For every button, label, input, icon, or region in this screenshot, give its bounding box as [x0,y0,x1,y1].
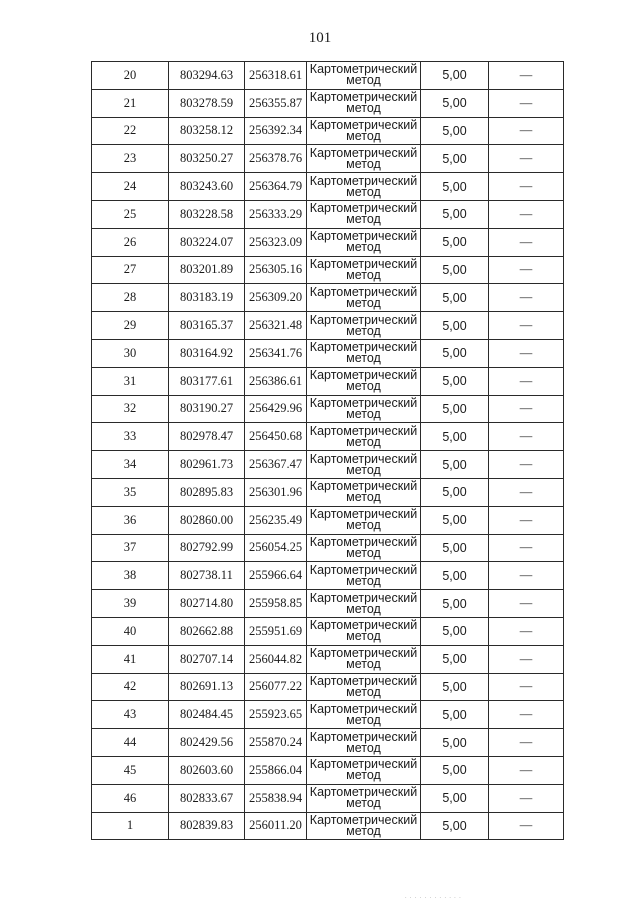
table-row [92,256,564,284]
y-coordinate-cell: 256367.47 [245,451,307,479]
x-coordinate-cell: 802792.99 [169,534,245,562]
dash-cell: — [489,645,564,673]
accuracy-cell: 5,00 [421,89,489,117]
point-number-cell: 43 [92,701,169,729]
method-label-line2: метод [346,156,381,171]
accuracy-cell: 5,00 [421,451,489,479]
x-coordinate-cell: 802895.83 [169,478,245,506]
method-cell [307,506,421,534]
dash-cell: — [489,145,564,173]
method-label-line1: Картометрический [309,229,418,244]
point-number-cell: 37 [92,534,169,562]
dash-cell: — [489,256,564,284]
table-row [92,673,564,701]
method-cell [307,145,421,173]
dash-cell: — [489,812,564,840]
method-label-line2: метод [346,629,381,644]
method-label-line2: метод [346,490,381,505]
dash-cell: — [489,339,564,367]
x-coordinate-cell: 802707.14 [169,645,245,673]
point-number-cell: 24 [92,173,169,201]
method-label-line2: метод [346,518,381,533]
method-label-line1: Картометрический [309,729,418,744]
method-label-line1: Картометрический [309,117,418,132]
method-label-line1: Картометрический [309,757,418,772]
method-cell [307,451,421,479]
accuracy-cell: 5,00 [421,506,489,534]
y-coordinate-cell: 255951.69 [245,617,307,645]
point-number-cell: 21 [92,89,169,117]
method-cell [307,200,421,228]
table-row [92,395,564,423]
method-cell [307,617,421,645]
dash-cell: — [489,562,564,590]
method-label-line2: метод [346,740,381,755]
point-number-cell: 31 [92,367,169,395]
method-label-line1: Картометрический [309,812,418,827]
page-number: 101 [308,30,332,46]
method-label-line1: Картометрический [309,673,418,688]
method-cell [307,339,421,367]
accuracy-cell: 5,00 [421,617,489,645]
y-coordinate-cell: 255838.94 [245,784,307,812]
method-label-line1: Картометрический [309,618,418,633]
accuracy-cell: 5,00 [421,145,489,173]
method-cell [307,284,421,312]
method-cell [307,367,421,395]
dash-cell: — [489,312,564,340]
x-coordinate-cell: 803177.61 [169,367,245,395]
x-coordinate-cell: 803224.07 [169,228,245,256]
table-row [92,756,564,784]
accuracy-cell: 5,00 [421,673,489,701]
point-number-cell: 40 [92,617,169,645]
dash-cell: — [489,367,564,395]
point-number-cell: 27 [92,256,169,284]
method-label-line1: Картометрический [309,62,418,77]
method-label-line2: метод [346,601,381,616]
y-coordinate-cell: 256318.61 [245,62,307,90]
x-coordinate-cell: 802860.00 [169,506,245,534]
table-row [92,506,564,534]
x-coordinate-cell: 802662.88 [169,617,245,645]
accuracy-cell: 5,00 [421,478,489,506]
accuracy-cell: 5,00 [421,117,489,145]
table-row [92,701,564,729]
dash-cell: — [489,478,564,506]
method-cell [307,673,421,701]
point-number-cell: 23 [92,145,169,173]
method-cell [307,62,421,90]
table-row [92,451,564,479]
method-label-line1: Картометрический [309,451,418,466]
point-number-cell: 39 [92,590,169,618]
table-row [92,173,564,201]
accuracy-cell: 5,00 [421,173,489,201]
y-coordinate-cell: 256429.96 [245,395,307,423]
x-coordinate-cell: 803201.89 [169,256,245,284]
accuracy-cell: 5,00 [421,284,489,312]
y-coordinate-cell: 256386.61 [245,367,307,395]
table-row [92,562,564,590]
dash-cell: — [489,729,564,757]
method-label-line2: метод [346,712,381,727]
method-label-line2: метод [346,184,381,199]
method-label-line2: метод [346,434,381,449]
method-cell [307,701,421,729]
dash-cell: — [489,395,564,423]
method-cell [307,645,421,673]
table-row [92,89,564,117]
point-number-cell: 33 [92,423,169,451]
x-coordinate-cell: 803164.92 [169,339,245,367]
x-coordinate-cell: 802839.83 [169,812,245,840]
point-number-cell: 22 [92,117,169,145]
method-label-line2: метод [346,73,381,88]
method-label-line1: Картометрический [309,423,418,438]
method-label-line1: Картометрический [309,173,418,188]
x-coordinate-cell: 802978.47 [169,423,245,451]
dash-cell: — [489,673,564,701]
x-coordinate-cell: 803228.58 [169,200,245,228]
table-row [92,617,564,645]
method-label-line1: Картометрический [309,507,418,522]
x-coordinate-cell: 803294.63 [169,62,245,90]
y-coordinate-cell: 255870.24 [245,729,307,757]
table-row [92,812,564,840]
y-coordinate-cell: 256355.87 [245,89,307,117]
method-label-line2: метод [346,462,381,477]
dash-cell: — [489,701,564,729]
point-number-cell: 41 [92,645,169,673]
accuracy-cell: 5,00 [421,62,489,90]
method-label-line1: Картометрический [309,479,418,494]
method-label-line2: метод [346,128,381,143]
accuracy-cell: 5,00 [421,534,489,562]
x-coordinate-cell: 802603.60 [169,756,245,784]
method-cell [307,478,421,506]
accuracy-cell: 5,00 [421,784,489,812]
point-number-cell: 35 [92,478,169,506]
method-label-line2: метод [346,212,381,227]
table-row [92,534,564,562]
y-coordinate-cell: 256235.49 [245,506,307,534]
x-coordinate-cell: 803258.12 [169,117,245,145]
accuracy-cell: 5,00 [421,200,489,228]
method-label-line1: Картометрический [309,145,418,160]
table-row [92,145,564,173]
accuracy-cell: 5,00 [421,645,489,673]
y-coordinate-cell: 255866.04 [245,756,307,784]
method-label-line2: метод [346,379,381,394]
x-coordinate-cell: 803250.27 [169,145,245,173]
dash-cell: — [489,173,564,201]
method-label-line1: Картометрический [309,256,418,271]
point-number-cell: 26 [92,228,169,256]
y-coordinate-cell: 256323.09 [245,228,307,256]
method-label-line2: метод [346,768,381,783]
table-row [92,423,564,451]
method-cell [307,117,421,145]
point-number-cell: 25 [92,200,169,228]
point-number-cell: 28 [92,284,169,312]
table-row [92,62,564,90]
table-row [92,367,564,395]
dash-cell: — [489,117,564,145]
method-label-line2: метод [346,684,381,699]
method-label-line2: метод [346,267,381,282]
method-label-line1: Картометрический [309,312,418,327]
method-label-line1: Картометрический [309,785,418,800]
method-label-line1: Картометрический [309,395,418,410]
method-cell [307,173,421,201]
coordinates-table [91,61,564,840]
y-coordinate-cell: 256044.82 [245,645,307,673]
table-row [92,200,564,228]
accuracy-cell: 5,00 [421,228,489,256]
dash-cell: — [489,228,564,256]
table-row [92,228,564,256]
method-cell [307,312,421,340]
method-label-line2: метод [346,406,381,421]
point-number-cell: 38 [92,562,169,590]
x-coordinate-cell: 803278.59 [169,89,245,117]
dash-cell: — [489,451,564,479]
method-label-line2: метод [346,351,381,366]
point-number-cell: 29 [92,312,169,340]
y-coordinate-cell: 255958.85 [245,590,307,618]
accuracy-cell: 5,00 [421,812,489,840]
accuracy-cell: 5,00 [421,729,489,757]
x-coordinate-cell: 802691.13 [169,673,245,701]
table-row [92,478,564,506]
method-label-line1: Картометрический [309,590,418,605]
accuracy-cell: 5,00 [421,339,489,367]
point-number-cell: 1 [92,812,169,840]
dash-cell: — [489,756,564,784]
dash-cell: — [489,423,564,451]
table-row [92,784,564,812]
table-row [92,729,564,757]
table-row [92,590,564,618]
x-coordinate-cell: 802429.56 [169,729,245,757]
x-coordinate-cell: 802738.11 [169,562,245,590]
method-label-line1: Картометрический [309,340,418,355]
method-label-line1: Картометрический [309,701,418,716]
method-cell [307,729,421,757]
accuracy-cell: 5,00 [421,395,489,423]
method-label-line1: Картометрический [309,201,418,216]
accuracy-cell: 5,00 [421,312,489,340]
accuracy-cell: 5,00 [421,256,489,284]
accuracy-cell: 5,00 [421,701,489,729]
point-number-cell: 34 [92,451,169,479]
method-cell [307,534,421,562]
coordinates-table-body [92,62,564,840]
y-coordinate-cell: 256378.76 [245,145,307,173]
dash-cell: — [489,534,564,562]
method-label-line1: Картометрический [309,90,418,105]
dash-cell: — [489,590,564,618]
method-label-line1: Картометрический [309,646,418,661]
method-cell [307,590,421,618]
y-coordinate-cell: 256333.29 [245,200,307,228]
method-label-line2: метод [346,657,381,672]
point-number-cell: 46 [92,784,169,812]
method-label-line1: Картометрический [309,368,418,383]
method-cell [307,89,421,117]
dash-cell: — [489,784,564,812]
x-coordinate-cell: 802484.45 [169,701,245,729]
point-number-cell: 42 [92,673,169,701]
x-coordinate-cell: 803243.60 [169,173,245,201]
y-coordinate-cell: 256305.16 [245,256,307,284]
y-coordinate-cell: 256301.96 [245,478,307,506]
dash-cell: — [489,506,564,534]
dash-cell: — [489,62,564,90]
method-cell [307,395,421,423]
method-label-line1: Картометрический [309,534,418,549]
y-coordinate-cell: 255966.64 [245,562,307,590]
method-cell [307,256,421,284]
table-row [92,339,564,367]
x-coordinate-cell: 803165.37 [169,312,245,340]
method-label-line2: метод [346,823,381,838]
y-coordinate-cell: 256364.79 [245,173,307,201]
table-row [92,312,564,340]
method-cell [307,784,421,812]
y-coordinate-cell: 255923.65 [245,701,307,729]
y-coordinate-cell: 256450.68 [245,423,307,451]
table-row [92,645,564,673]
method-label-line2: метод [346,796,381,811]
dash-cell: — [489,284,564,312]
method-label-line2: метод [346,240,381,255]
y-coordinate-cell: 256054.25 [245,534,307,562]
dash-cell: — [489,200,564,228]
y-coordinate-cell: 256392.34 [245,117,307,145]
accuracy-cell: 5,00 [421,590,489,618]
dash-cell: — [489,617,564,645]
point-number-cell: 30 [92,339,169,367]
point-number-cell: 44 [92,729,169,757]
method-label-line1: Картометрический [309,562,418,577]
point-number-cell: 36 [92,506,169,534]
scan-artifact-dots: · · · · · · · · · · · · [405,896,462,901]
y-coordinate-cell: 256309.20 [245,284,307,312]
point-number-cell: 32 [92,395,169,423]
method-label-line1: Картометрический [309,284,418,299]
x-coordinate-cell: 802961.73 [169,451,245,479]
method-cell [307,423,421,451]
method-label-line2: метод [346,323,381,338]
accuracy-cell: 5,00 [421,562,489,590]
method-cell [307,812,421,840]
point-number-cell: 45 [92,756,169,784]
method-cell [307,562,421,590]
dash-cell: — [489,89,564,117]
y-coordinate-cell: 256011.20 [245,812,307,840]
method-label-line2: метод [346,573,381,588]
method-label-line2: метод [346,101,381,116]
x-coordinate-cell: 803190.27 [169,395,245,423]
y-coordinate-cell: 256321.48 [245,312,307,340]
method-cell [307,756,421,784]
method-label-line2: метод [346,545,381,560]
table-row [92,284,564,312]
point-number-cell: 20 [92,62,169,90]
x-coordinate-cell: 802714.80 [169,590,245,618]
y-coordinate-cell: 256341.76 [245,339,307,367]
method-cell [307,228,421,256]
x-coordinate-cell: 802833.67 [169,784,245,812]
y-coordinate-cell: 256077.22 [245,673,307,701]
method-label-line2: метод [346,295,381,310]
x-coordinate-cell: 803183.19 [169,284,245,312]
accuracy-cell: 5,00 [421,367,489,395]
accuracy-cell: 5,00 [421,756,489,784]
accuracy-cell: 5,00 [421,423,489,451]
table-row [92,117,564,145]
